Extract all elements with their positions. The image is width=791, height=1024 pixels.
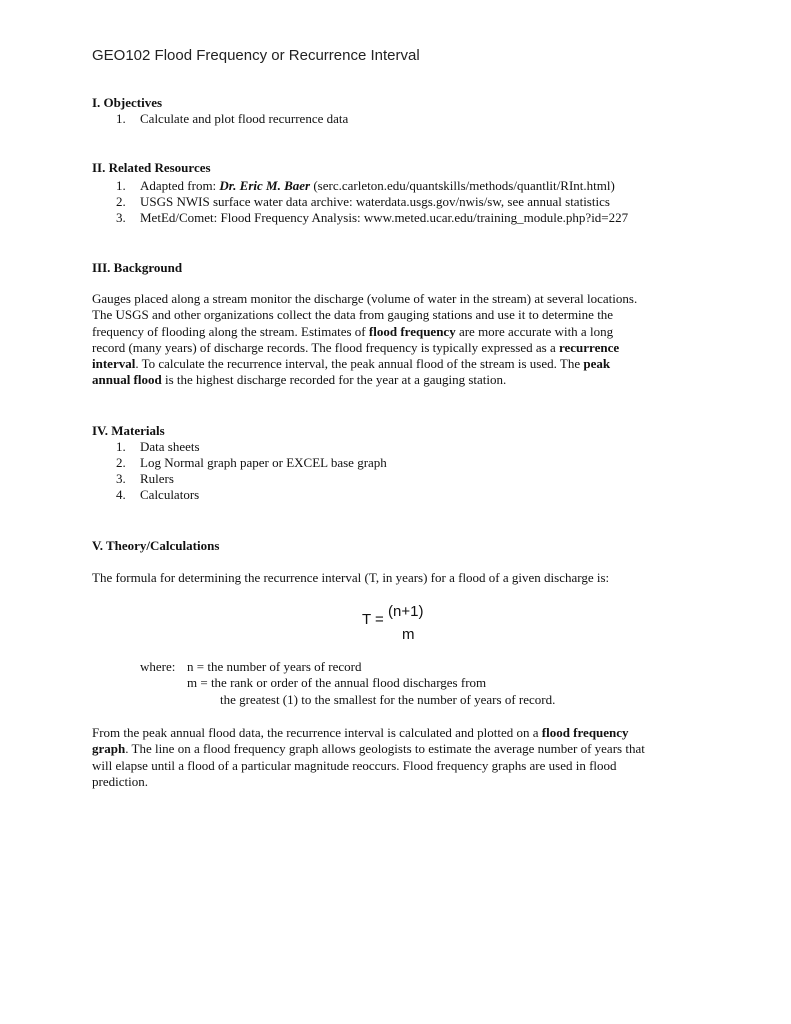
line-text: prediction.: [92, 773, 148, 789]
line-text: Gauges placed along a stream monitor the discharge (volume of water in the stream) at several locations.: [92, 291, 638, 306]
paragraph-line: [92, 774, 702, 790]
item-number: 3.: [116, 210, 126, 225]
paragraph-line: [92, 324, 702, 340]
paragraph-line: [92, 340, 702, 356]
line-text: record (many years) of discharge records. The flood frequency is typically expressed as a: [92, 339, 559, 355]
item-number: 4.: [116, 487, 126, 502]
material-item: [116, 471, 174, 487]
term-interval: interval: [92, 356, 136, 372]
objectives-heading: I. Objectives: [92, 95, 163, 110]
paragraph-line: [92, 725, 702, 741]
resource-item: [116, 210, 628, 226]
author-name: Dr. Eric M. Baer: [219, 178, 311, 193]
where-line: n = the number of years of record: [187, 659, 362, 674]
item-text: MetEd/Comet: Flood Frequency Analysis: www.meted.ucar.edu/training_module.php?id=227: [140, 210, 629, 225]
formula-lhs: T =: [362, 611, 384, 628]
page-title: GEO102 Flood Frequency or Recurrence Interval: [92, 47, 420, 64]
item-number: 1.: [116, 111, 126, 126]
material-item: [116, 455, 387, 471]
where-label: where:: [140, 659, 176, 674]
paragraph-line: The formula for determining the recurrence interval (T, in years) for a flood of a given discharge is:: [92, 570, 610, 585]
item-number: 2.: [116, 455, 126, 470]
term-flood-frequency: flood frequency: [541, 725, 629, 740]
background-heading: III. Background: [92, 260, 183, 275]
resource-item: [116, 178, 615, 194]
paragraph-line: [92, 758, 702, 774]
formula-denominator: m: [402, 626, 415, 643]
item-number: 1.: [116, 439, 126, 454]
paragraph-line: [92, 291, 702, 307]
line-text: The USGS and other organizations collect the data from gauging stations and use it to determine the: [92, 307, 614, 323]
item-number: 1.: [116, 178, 126, 193]
paragraph-line: [92, 372, 702, 388]
term-recurrence: recurrence: [558, 339, 620, 355]
term-graph: graph: [92, 741, 126, 757]
item-text: Data sheets: [140, 439, 200, 454]
line-text: . To calculate the recurrence interval, the peak annual flood of the stream is used. The: [135, 356, 584, 372]
where-line: the greatest (1) to the smallest for the number of years of record.: [220, 692, 556, 707]
term-annual-flood: annual flood: [92, 372, 162, 388]
resources-heading: II. Related Resources: [92, 160, 211, 175]
item-text: Calculate and plot flood recurrence data: [140, 111, 349, 126]
line-text: is the highest discharge recorded for the year at a gauging station.: [161, 372, 507, 388]
material-item: [116, 487, 199, 503]
item-text-suffix: (serc.carleton.edu/quantskills/methods/quantlit/RInt.html): [310, 178, 615, 193]
paragraph-line: [92, 307, 702, 323]
line-text: frequency of flooding along the stream. Estimates of: [92, 323, 369, 339]
material-item: [116, 439, 200, 455]
materials-heading: IV. Materials: [92, 423, 165, 438]
closing-paragraph: [92, 725, 702, 790]
line-text: . The line on a flood frequency graph allows geologists to estimate the average number of years that: [125, 741, 645, 757]
item-text: Calculators: [140, 487, 200, 502]
item-text: Rulers: [140, 471, 174, 486]
line-text: From the peak annual flood data, the recurrence interval is calculated and plotted on a: [92, 725, 542, 740]
item-text: Log Normal graph paper or EXCEL base graph: [140, 455, 387, 470]
item-number: 3.: [116, 471, 126, 486]
line-text: will elapse until a flood of a particular magnitude reoccurs. Flood frequency graphs are used in flood: [92, 757, 617, 773]
objective-item: [116, 111, 348, 127]
resource-item: [116, 194, 610, 210]
line-text: are more accurate with a long: [455, 323, 614, 339]
formula-numerator: (n+1): [388, 603, 424, 620]
where-line: m = the rank or order of the annual flood discharges from: [187, 675, 487, 690]
paragraph-line: [92, 356, 702, 372]
term-peak: peak: [583, 356, 611, 372]
item-text-prefix: Adapted from:: [140, 178, 220, 193]
item-text: USGS NWIS surface water data archive: waterdata.usgs.gov/nwis/sw, see annual statistics: [140, 194, 610, 209]
item-number: 2.: [116, 194, 126, 209]
theory-intro: [92, 570, 702, 586]
term-flood-frequency: flood frequency: [368, 323, 456, 339]
background-paragraph: [92, 291, 702, 389]
theory-heading: V. Theory/Calculations: [92, 538, 220, 553]
paragraph-line: [92, 741, 702, 757]
